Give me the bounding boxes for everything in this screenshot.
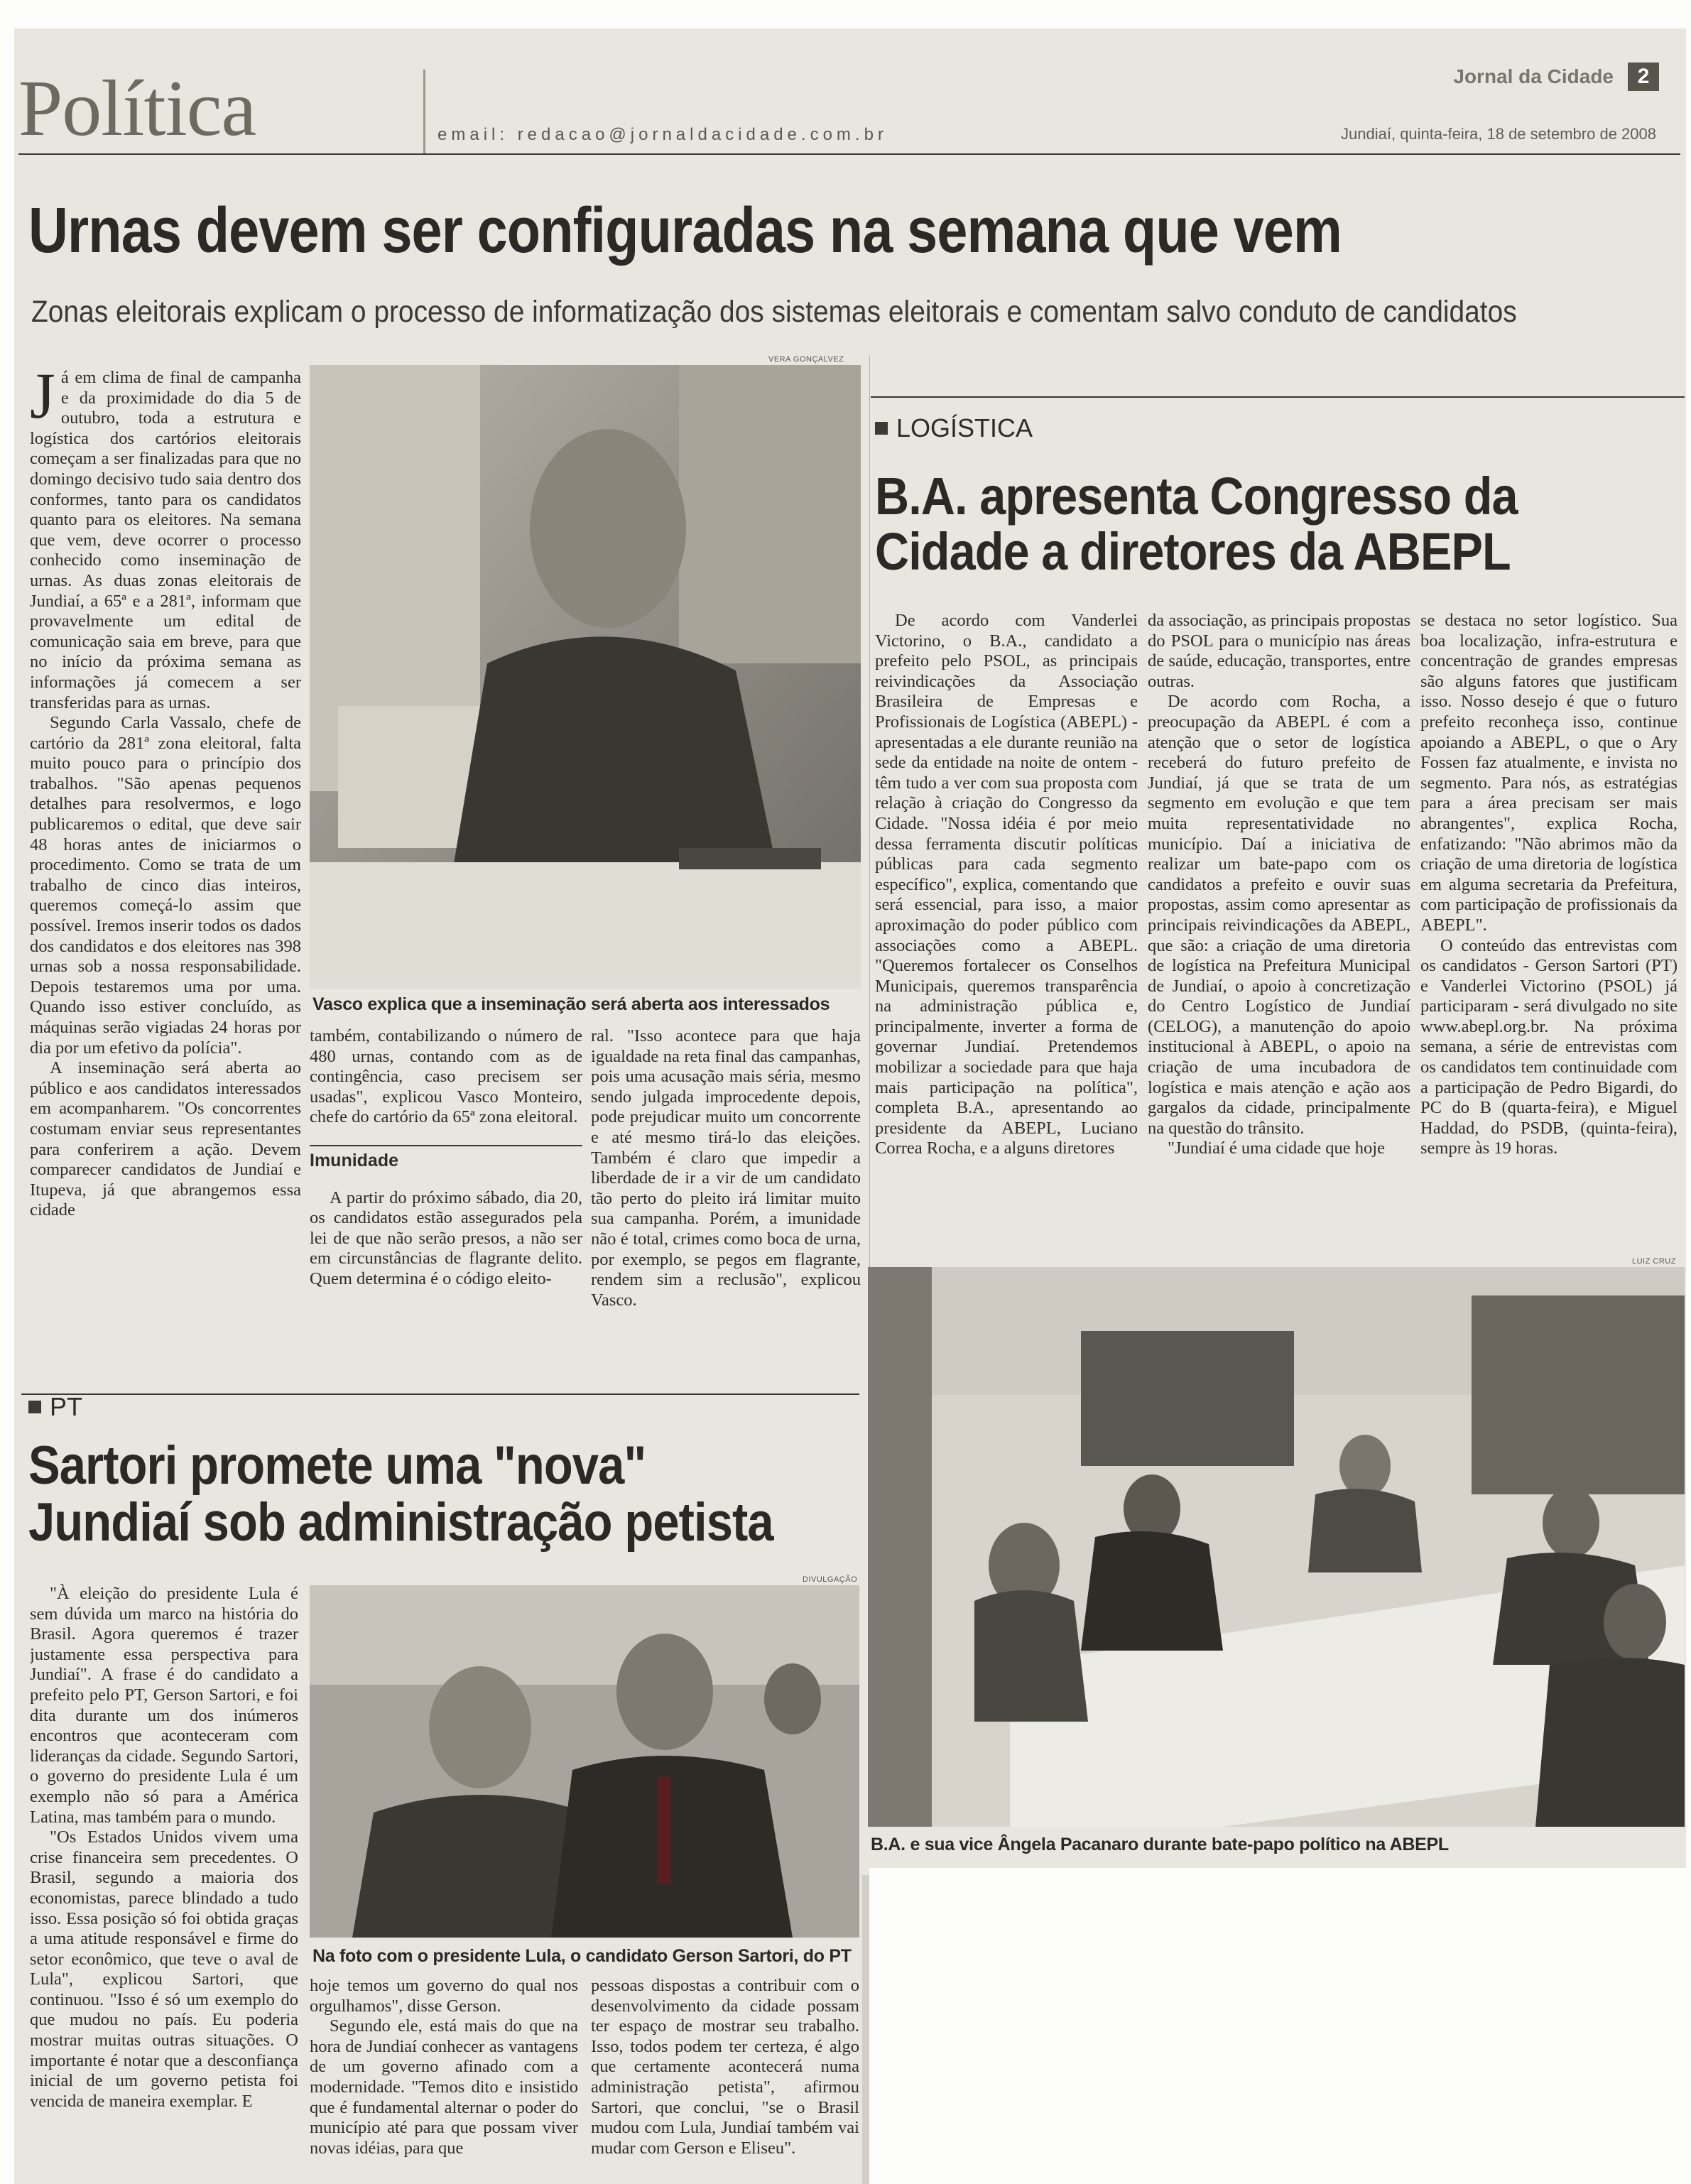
- main-story-col1: [30, 368, 301, 1362]
- page-number: 2: [1628, 63, 1659, 91]
- paragraph: "Os Estados Unidos vivem uma crise financeira sem precedentes. O Brasil, segundo a maioria dos economistas, parece blindado a tudo isso. Essa posição só foi obtida graças a uma atitude responsável e firme do setor econômico, que teve o aval de Lula", explicou Sartori, que continuou. "Isso é só um exemplo do que mudou no país. Eu poderia mostrar muitas outras situações. O importante é notar que a desconfiança inicial de um governo petista foi vencida de maneira exemplar. E: [30, 1827, 298, 2111]
- dateline: Jundiaí, quinta-feira, 18 de setembro de 2008: [1341, 125, 1656, 143]
- pt-col3: [591, 1976, 859, 2184]
- paragraph: "Jundiaí é uma cidade que hoje: [1168, 1139, 1385, 1158]
- photo-credit: VERA GONÇALVEZ: [768, 355, 844, 364]
- paragraph: A inseminação será aberta ao público e aos candidatos interessados em acompanharem. "Os concorrentes costumam enviar seus representantes para conferirem a ação. Devem comparecer candidatos de Jundiaí e Itupeva, já que abrangemos essa cidade: [30, 1058, 301, 1220]
- pt-headline-line2: Jundiaí sob administração petista: [28, 1492, 773, 1553]
- section-label-text: LOGÍSTICA: [896, 413, 1033, 442]
- logistica-col1: [875, 611, 1138, 1264]
- logistica-col3: [1420, 611, 1678, 1264]
- section-label-logistica: [875, 413, 1033, 443]
- drop-cap: J: [30, 368, 55, 432]
- photo-abepl-image: [868, 1267, 1685, 1827]
- photo-abepl-meeting: [868, 1267, 1685, 1827]
- logistica-top-rule: [871, 396, 1685, 398]
- section-label-pt: [28, 1392, 82, 1422]
- paragraph: Segundo Carla Vassalo, chefe de cartório da 281ª zona eleitoral, falta muito pouco para o princípio dos trabalhos. "São apenas pequenos detalhes para resolvermos, e logo publicaremos o edital, que deve sair 48 horas antes de iniciarmos o procedimento. Como se trata de um trabalho de cinco dias inteiros, queremos começá-lo assim que possível. Iremos inserir todos os dados dos candidatos e dos eleitores nas 398 urnas sob a nossa responsabilidade. Depois testaremos uma por uma. Quando isso estiver concluído, as máquinas serão vigiadas 24 horas por dia por um efetivo da polícia".: [30, 713, 301, 1058]
- paragraph: da associação, as principais propostas do PSOL para o município nas áreas de saúde, educação, transportes, entre outras.: [1148, 611, 1410, 691]
- paragraph: Segundo ele, está mais do que na hora de Jundiaí conhecer as vantagens de um governo afinado com a modernidade. "Temos dito e insistido que é fundamental alternar o poder do município até para que possam viver novas idéias, para que: [310, 2016, 578, 2158]
- logistica-headline: [875, 469, 1518, 579]
- paragraph: se destaca no setor logístico. Sua boa localização, infra-estrutura e concentração de grandes empresas são alguns fatores que justificam isso. Nosso desejo é que o futuro prefeito reconheça isso, continue apoiando a ABEPL, o que o Ary Fossen faz atualmente, e invista no segmento. Para nós, as estratégias para a área precisam ser mais abrangentes", explica Rocha, enfatizando: "Não abrimos mão da criação de uma diretoria de logística em alguma secretaria da Prefeitura, com participação de profissionais da ABEPL".: [1420, 611, 1678, 935]
- photo-caption-lula: Na foto com o presidente Lula, o candidato Gerson Sartori, do PT: [312, 1946, 852, 1966]
- paragraph: O conteúdo das entrevistas com os candidatos - Gerson Sartori (PT) e Vanderlei Victorino (PSOL) já participaram - será divulgado no site www.abepl.org.br. Na próxima semana, a série de entrevistas com os candidatos tem continuidade com a participação de Pedro Bigardi, do PC do B (quarta-feira), e Miguel Haddad, do PSDB, (quinta-feira), sempre às 19 horas.: [1420, 935, 1678, 1158]
- masthead-email: email: redacao@jornaldacidade.com.br: [437, 125, 888, 144]
- photo-vasco-image: [310, 365, 861, 989]
- main-story-col3: [591, 1026, 861, 1360]
- photo-credit: LUIZ CRUZ: [1632, 1257, 1676, 1266]
- section-title: Política: [18, 65, 256, 153]
- pt-headline-line1: Sartori promete uma "nova": [28, 1435, 646, 1496]
- photo-credit: DIVULGAÇÃO: [803, 1575, 858, 1584]
- photo-caption-abepl: B.A. e sua vice Ângela Pacanaro durante bate-papo político na ABEPL: [871, 1835, 1449, 1854]
- paragraph: De acordo com Vanderlei Victorino, o B.A., candidato a prefeito pelo PSOL, as principais reivindicações da Associação Brasileira de Empresas e Profissionais de Logística (ABEPL) - apresentadas a ele durante reunião na sede da entidade na noite de ontem - têm tudo a ver com sua proposta com relação à criação do Congresso da Cidade. "Nossa idéia é por meio dessa ferramenta discutir políticas públicas para cada segmento específico", explica, comentando que será essencial, para isso, a maior aproximação do poder público com associações como a ABEPL. "Queremos fortalecer os Conselhos Municipais, queremos transparência na administração pública e, principalmente, inverter a forma de governar Jundiaí. Pretendemos mobilizar a sociedade para que haja mais participação na política", completa B.A., apresentando ao presidente da ABEPL, Luciano Correa Rocha, e a alguns diretores: [875, 611, 1138, 1158]
- pt-col1: [30, 1584, 298, 2184]
- paragraph: "À eleição do presidente Lula é sem dúvida um marco na história do Brasil. Agora queremos é trazer justamente essa perspectiva para Jundiaí". A frase é do candidato a prefeito pelo PT, Gerson Sartori, e foi dita durante um dos inúmeros encontros que aconteceram com lideranças da cidade. Segundo Sartori, o governo do presidente Lula é um exemplo não só para a América Latina, mas também para o mundo.: [30, 1584, 298, 1827]
- pt-headline: [28, 1435, 773, 1553]
- section-bullet: [875, 422, 888, 435]
- blank-margin-bottom: [862, 1875, 869, 2184]
- pt-col2: [310, 1976, 578, 2184]
- main-headline: Urnas devem ser configuradas na semana que vem: [28, 195, 1342, 266]
- subhead-imunidade: Imunidade: [310, 1145, 582, 1171]
- logistica-col2: [1148, 611, 1410, 1264]
- pt-top-rule: [21, 1393, 859, 1395]
- paragraph: ral. "Isso acontece para que haja igualdade na reta final das campanhas, pois uma acusação mais séria, mesmo sendo julgada improcedente depois, pode prejudicar muito um concorrente e até mesmo tirá-lo das eleições. Também é claro que impedir a liberdade de ir a vir de um candidato tão perto do pleito irá limitar muito sua campanha. Porém, a imunidade não é total, crimes como boca de urna, por exemplo, se pegos em flagrante, rendem sim a reclusão", explicou Vasco.: [591, 1026, 861, 1310]
- photo-lula-sartori: [310, 1585, 859, 1938]
- newspaper-name: Jornal da Cidade: [1453, 65, 1614, 87]
- blank-margin: [869, 1868, 1686, 2184]
- logistica-headline-line2: Cidade a diretores da ABEPL: [875, 521, 1511, 581]
- vertical-divider: [869, 355, 870, 1364]
- paragraph: De acordo com Rocha, a preocupação da ABEPL é com a atenção que o setor de logística receberá do futuro prefeito de Jundiaí, já que se trata de um segmento em evolução e que tem muita representatividade no município. Daí a iniciativa de realizar um bate-papo com os candidatos a prefeito e ouvir suas propostas, assim como apresentar as principais reivindicações da ABEPL, que são: a criação de uma diretoria de logística na Prefeitura Municipal de Jundiaí, o apoio à concretização do Centro Logístico de Jundiaí (CELOG), a manutenção do apoio institucional à ABEPL, o apoio na criação de uma incubadora de logística e mais atenção e ação aos gargalos da cidade, principalmente na questão do trânsito.: [1148, 692, 1410, 1138]
- photo-vasco: [310, 365, 861, 989]
- photo-caption-vasco: Vasco explica que a inseminação será aberta aos interessados: [312, 994, 830, 1014]
- logistica-headline-line1: B.A. apresenta Congresso da: [875, 467, 1518, 526]
- paragraph: pessoas dispostas a contribuir com o desenvolvimento da cidade possam ter espaço de mostrar seu trabalho. Isso, todos podem ter certeza, é algo que certamente acontecerá numa administração petista", afirmou Sartori, que conclui, "se o Brasil mudou com Lula, Jundiaí também vai mudar com Gerson e Eliseu".: [591, 1976, 859, 2158]
- paragraph: á em clima de final de campanha e da proximidade do dia 5 de outubro, toda a estrutura e logística dos cartórios eleitorais começam a ser finalizadas para que no domingo decisivo tudo saia dentro dos conformes, tanto para os candidatos quanto para os eleitores. Na semana que vem, deve ocorrer o processo conhecido como inseminação de urnas. As duas zonas eleitorais de Jundiaí, a 65ª e a 281ª, informam que provavelmente um edital de comunicação saia em breve, para que no início da próxima semana as informações já comecem a ser transferidas para as urnas.: [30, 368, 301, 712]
- masthead-rule: [18, 153, 1680, 155]
- main-deck: Zonas eleitorais explicam o processo de informatização dos sistemas eleitorais e comentam salvo conduto de candidatos: [31, 295, 1517, 329]
- section-bullet: [28, 1401, 41, 1413]
- main-story-col2: [310, 1026, 582, 1360]
- paragraph: hoje temos um governo do qual nos orgulhamos", disse Gerson.: [310, 1976, 578, 2016]
- newspaper-page: [14, 28, 1686, 2184]
- paragraph: A partir do próximo sábado, dia 20, os candidatos estão assegurados pela lei de que não serão presos, a não ser em circunstâncias de flagrante delito. Quem determina é o código eleito-: [310, 1188, 582, 1288]
- photo-lula-image: [310, 1585, 859, 1938]
- masthead-divider: [423, 70, 425, 155]
- paragraph: também, contabilizando o número de 480 urnas, contando com as de contingência, caso precisem ser usadas", explicou Vasco Monteiro, chefe do cartório da 65ª zona eleitoral.: [310, 1026, 582, 1127]
- section-label-text: PT: [50, 1392, 83, 1421]
